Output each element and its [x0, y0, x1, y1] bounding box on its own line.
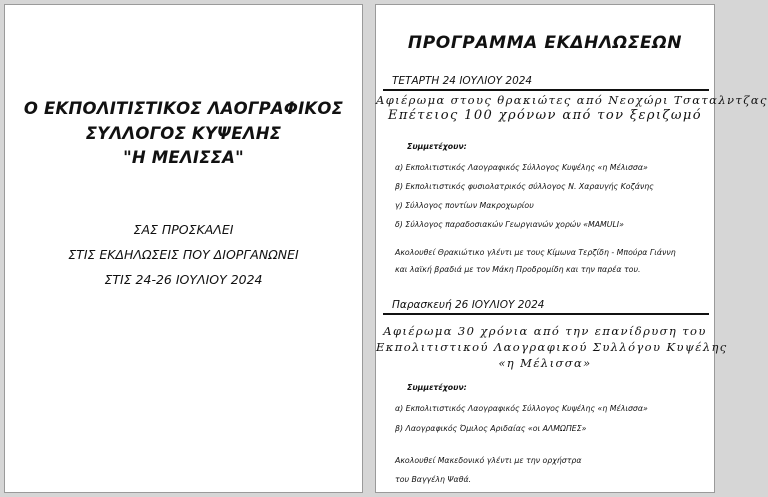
invitation-title [5, 97, 362, 171]
followup-line: και λαϊκή βραδιά με τον Μάκη Προδρομίδη και την παρέα του. [395, 265, 641, 274]
day1-dedication-line: Αφιέρωμα στους θρακιώτες από Νεοχώρι Τσαταλντζας [376, 93, 768, 107]
invitation-title-line: ΣΥΛΛΟΓΟΣ ΚΥΨΕΛΗΣ [85, 123, 282, 143]
participants-label: Συμμετέχουν: [407, 142, 467, 151]
invitation-body-line: ΣΤΙΣ 24-26 ΙΟΥΛΙΟΥ 2024 [104, 272, 263, 287]
followup-line: Ακολουθεί Θρακιώτικο γλέντι με τους Κίμωνα Τερζίδη - Μπούρα Γιάννη [395, 248, 676, 257]
participant-item: α) Εκπολιτιστικός Λαογραφικός Σύλλογος Κυψέλης «η Μέλισσα» [395, 163, 648, 172]
day1-dedication-line: Επέτειος 100 χρόνων από τον ξεριζωμό [388, 108, 702, 123]
invitation-title-line: Ο ΕΚΠΟΛΙΤΙΣΤΙΚΟΣ ΛΑΟΓΡΑΦΙΚΟΣ [23, 99, 344, 118]
invitation-title-line: "Η ΜΕΛΙΣΣΑ" [123, 148, 244, 167]
invitation-body [5, 217, 362, 292]
day1-divider [383, 89, 709, 91]
participant-item: β) Λαογραφικός Όμιλος Αριδαίας «οι ΑΛΜΩΠΕΣ» [395, 424, 587, 433]
day1-participants-list [395, 158, 654, 234]
program-page [375, 4, 768, 493]
participants-label: Συμμετέχουν: [407, 383, 467, 392]
day2-dedication [376, 323, 728, 371]
participant-item: δ) Σύλλογος παραδοσιακών Γεωργιανών χορών «MAMULI» [395, 220, 624, 229]
day2-heading: Παρασκευή 26 ΙΟΥΛΙΟΥ 2024 [392, 299, 545, 311]
participant-item: β) Εκπολιτιστικός φυσιολατρικός σύλλογος Ν. Χαραυγής Κοζάνης [395, 182, 654, 191]
day2-dedication-line: «η Μέλισσα» [498, 356, 592, 370]
invitation-page [4, 4, 363, 493]
day1-participants-label [407, 142, 467, 151]
followup-line: του Βαγγέλη Ψαθά. [395, 475, 472, 484]
followup-line: Ακολουθεί Μακεδονικό γλέντι με την ορχήστρα [395, 456, 582, 465]
invitation-body-line: ΣΤΙΣ ΕΚΔΗΛΩΣΕΙΣ ΠΟΥ ΔΙΟΡΓΑΝΩΝΕΙ [68, 247, 299, 262]
day1-followup [395, 244, 676, 278]
day1-dedication [376, 92, 768, 124]
participant-item: α) Εκπολιτιστικός Λαογραφικός Σύλλογος Κυψέλης «η Μέλισσα» [395, 404, 648, 413]
invitation-body-line: ΣΑΣ ΠΡΟΣΚΑΛΕΙ [133, 222, 234, 237]
participant-item: γ) Σύλλογος ποντίων Μακροχωρίου [395, 201, 534, 210]
day2-dedication-line: Αφιέρωμα 30 χρόνια από την επανίδρυση του [383, 324, 707, 338]
day2-followup [395, 451, 581, 489]
day2-divider [383, 313, 709, 315]
program-title: ΠΡΟΓΡΑΜΜΑ ΕΚΔΗΛΩΣΕΩΝ [407, 33, 683, 53]
day2-dedication-line: Εκπολιτιστικού Λαογραφικού Συλλόγου Κυψέλης [376, 340, 728, 354]
day2-participants-label [407, 383, 467, 392]
day2-participants-list [395, 399, 648, 439]
day1-heading: ΤΕΤΑΡΤΗ 24 ΙΟΥΛΙΟΥ 2024 [392, 75, 533, 87]
